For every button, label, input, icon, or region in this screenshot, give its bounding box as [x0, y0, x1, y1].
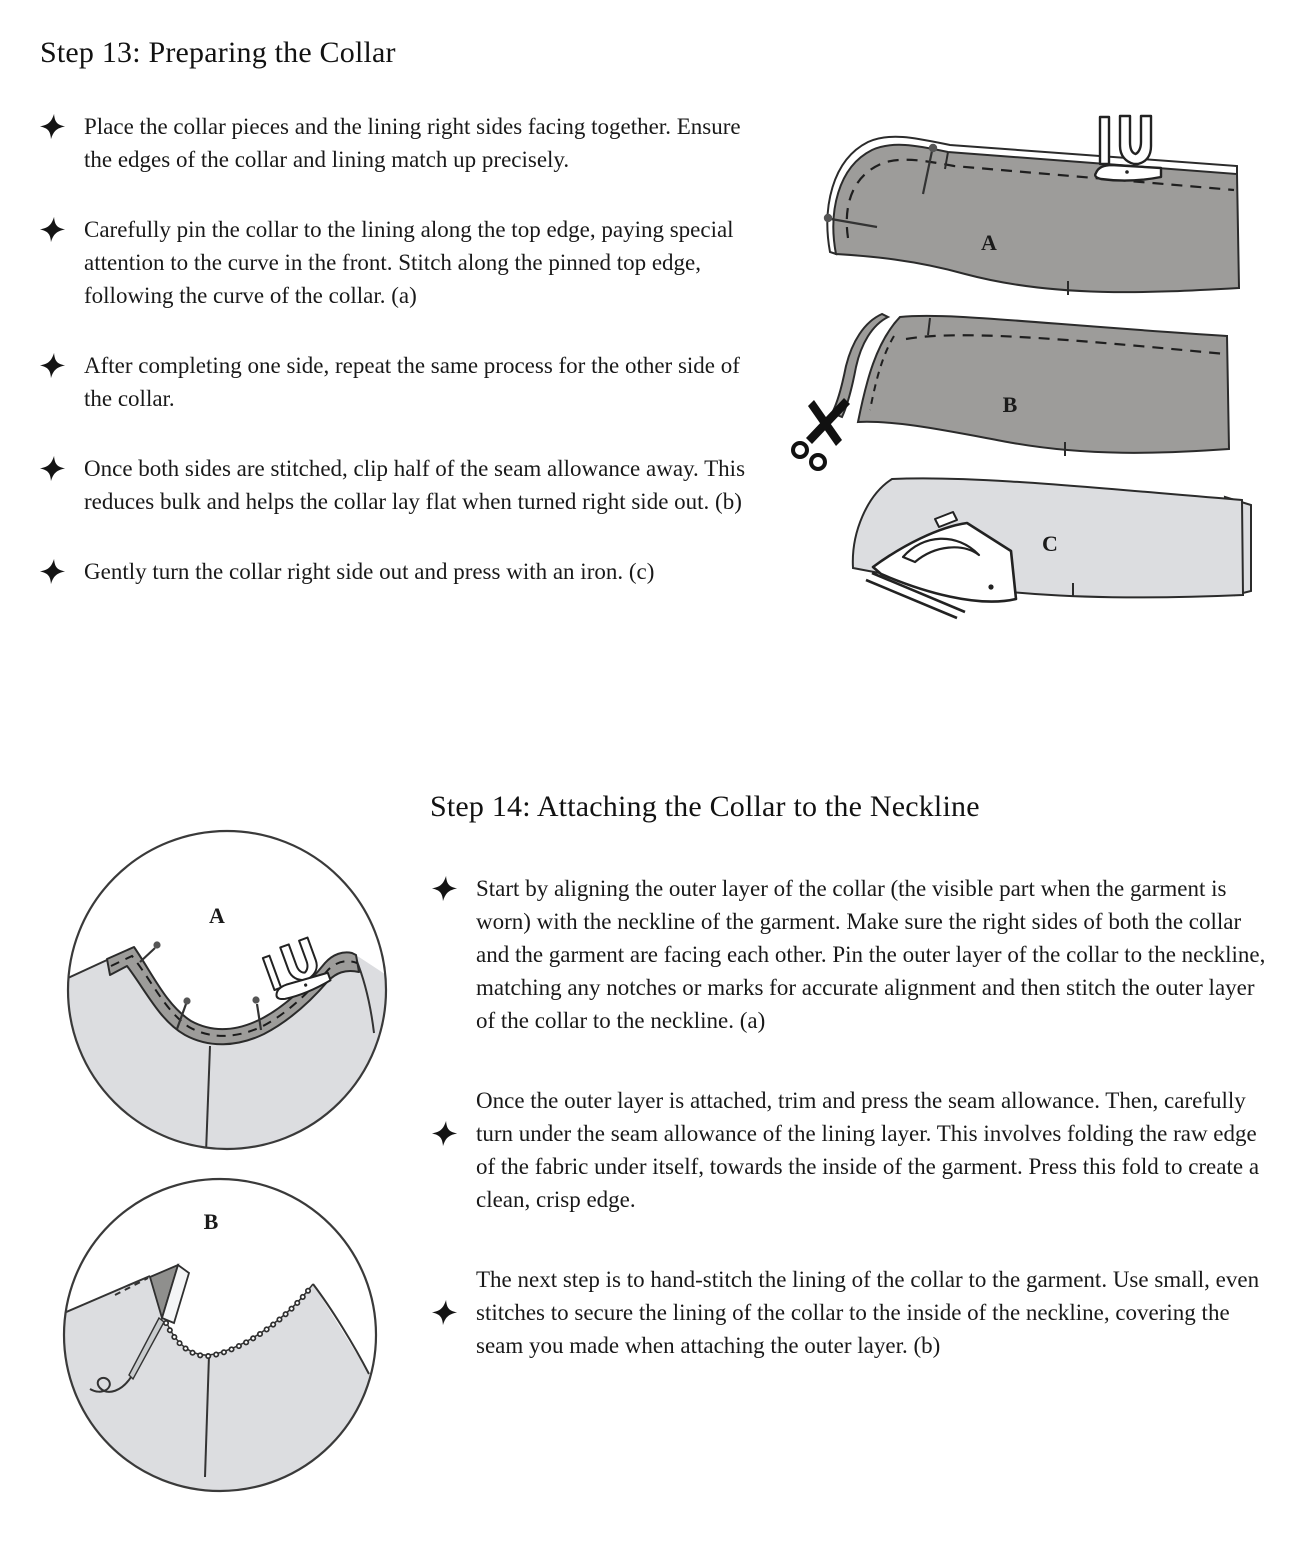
step14-bullet-3 — [430, 1263, 1280, 1362]
bullet-text: Once the outer layer is attached, trim and press the seam allowance. Then, carefully turn under the seam allowance of the lining layer. This involves folding the raw edge of the fabric under itself, towards the inside of the garment. Press this fold to create a clean, crisp edge. — [476, 1088, 1260, 1212]
figure-label-c: C — [1042, 531, 1058, 556]
bullet-text: After completing one side, repeat the same process for the other side of the collar. — [84, 353, 740, 411]
bullet-text: Place the collar pieces and the lining right sides facing together. Ensure the edges of the collar and lining match up precisely. — [84, 114, 741, 172]
step13-bullet-list — [38, 110, 778, 625]
four-pointed-star-icon — [38, 213, 84, 243]
four-pointed-star-icon — [430, 1263, 476, 1326]
figure-collar-pressing-c — [845, 475, 1265, 632]
bullet-text: Once both sides are stitched, clip half of the seam allowance away. This reduces bulk and helps the collar lay flat when turned right side out. (b) — [84, 456, 746, 514]
figure-label-circle-b: B — [203, 1209, 219, 1234]
sewing-machine-foot-icon — [1095, 116, 1161, 181]
scissors-icon — [793, 398, 850, 469]
step14-bullet-2 — [430, 1084, 1280, 1216]
step13-bullet-1 — [38, 110, 778, 176]
four-pointed-star-icon — [430, 872, 476, 902]
bullet-text: Start by aligning the outer layer of the collar (the visible part when the garment is worn) with the neckline of the garment. Make sure the right sides of both the collar and the garment are facing each other. Pin the outer layer of the collar to the neckline, matching any notches or marks for accurate alignment and then stitch the outer layer of the collar to the neckline. (a) — [476, 876, 1266, 1033]
step13-bullet-4 — [38, 452, 778, 518]
step14-bullet-list — [430, 872, 1280, 1409]
four-pointed-star-icon — [38, 555, 84, 585]
figure-collar-clipping-b — [778, 312, 1243, 479]
bullet-text: The next step is to hand-stitch the lining of the collar to the garment. Use small, even stitches to secure the lining of the collar to the inside of the neckline, covering the seam you made when attaching the outer layer. (b) — [476, 1267, 1260, 1358]
step13-bullet-2 — [38, 213, 778, 312]
step13-bullet-3 — [38, 349, 778, 415]
figure-collar-stitching-a — [800, 112, 1250, 315]
figure-label-a: A — [981, 230, 997, 255]
figure-label-b: B — [1002, 392, 1018, 417]
four-pointed-star-icon — [38, 349, 84, 379]
figure-circle-hand-stitching-b — [62, 1177, 382, 1502]
figure-label-circle-a: A — [209, 903, 225, 928]
bullet-text: Carefully pin the collar to the lining along the top edge, paying special attention to the curve in the front. Stitch along the pinned top edge, following the curve of the collar. (a) — [84, 217, 734, 308]
bullet-text: Gently turn the collar right side out and press with an iron. (c) — [84, 559, 655, 584]
step13-bullet-5 — [38, 555, 778, 588]
four-pointed-star-icon — [38, 452, 84, 482]
step13-heading: Step 13: Preparing the Collar — [40, 36, 396, 69]
collar-piece — [858, 316, 1229, 453]
step14-bullet-1 — [430, 872, 1280, 1037]
figure-circle-neckline-pinning-a — [60, 823, 394, 1162]
four-pointed-star-icon — [38, 110, 84, 140]
four-pointed-star-icon — [430, 1084, 476, 1147]
step14-heading: Step 14: Attaching the Collar to the Neckline — [430, 790, 980, 823]
